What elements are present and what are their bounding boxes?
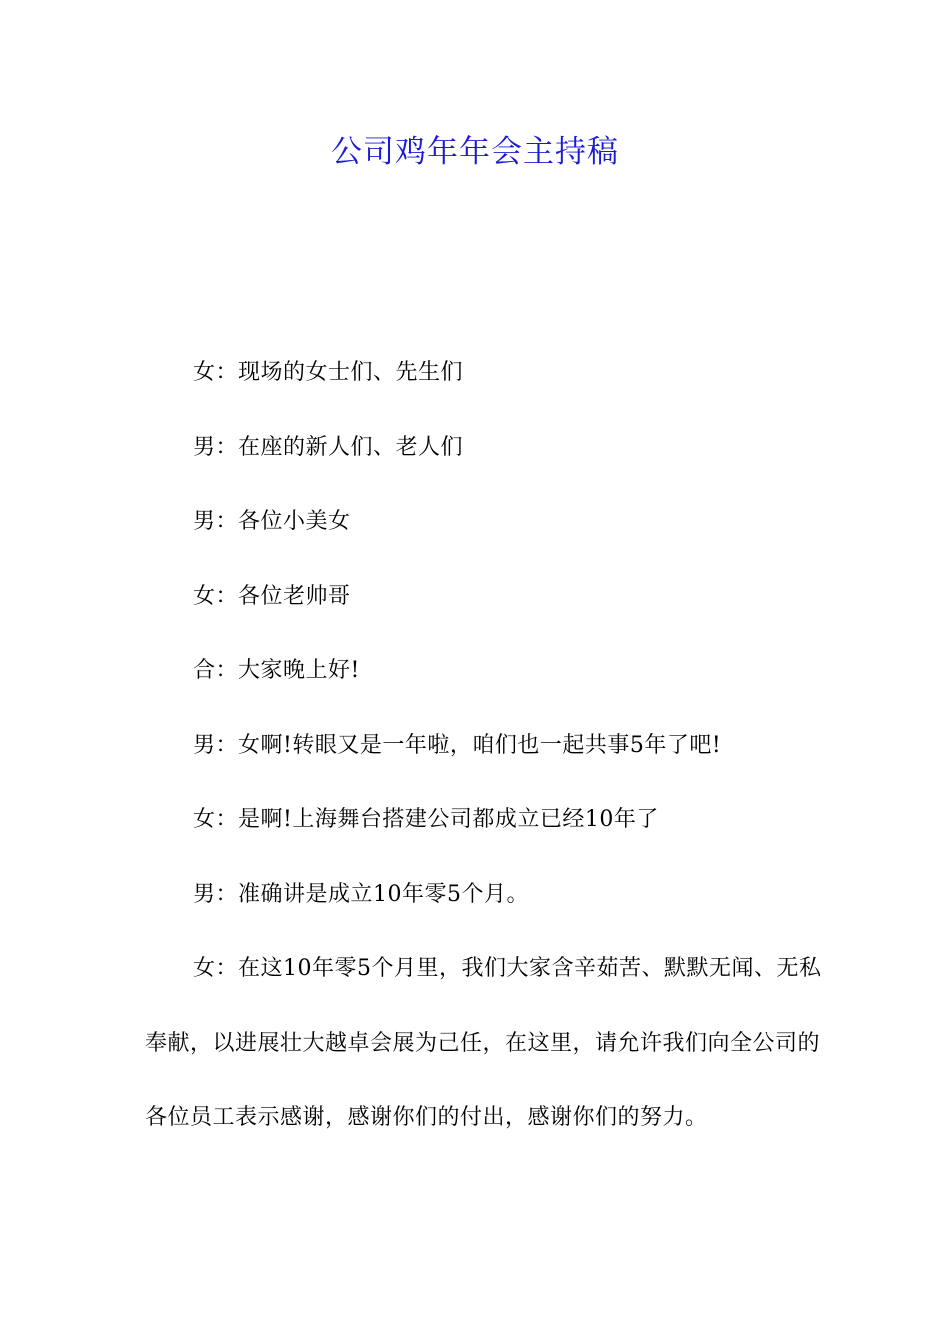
document-body (145, 336, 835, 1156)
paragraph: 女：各位老帅哥 (193, 583, 351, 609)
paragraph: 女：现场的女士们、先生们 (193, 360, 464, 385)
paragraph: 男：准确讲是成立10年零5个月。 (193, 881, 529, 907)
paragraph: 男：各位小美女 (193, 509, 351, 534)
paragraph: 女：在这10年零5个月里，我们大家含辛茹苦、默默无闻、无私奉献，以进展壮大越卓会展为己任，在这里，请允许我们向全公司的各位员工表示感谢，感谢你们的付出，感谢你们的努力。 (145, 956, 822, 1130)
document-title: 公司鸡年年会主持稿 (331, 134, 619, 170)
paragraph: 合：大家晚上好! (193, 658, 360, 683)
paragraph: 男：在座的新人们、老人们 (193, 434, 464, 460)
paragraph: 女：是啊!上海舞台搭建公司都成立已经10年了 (193, 807, 659, 832)
paragraph: 男：女啊!转眼又是一年啦，咱们也一起共事5年了吧! (193, 732, 722, 758)
